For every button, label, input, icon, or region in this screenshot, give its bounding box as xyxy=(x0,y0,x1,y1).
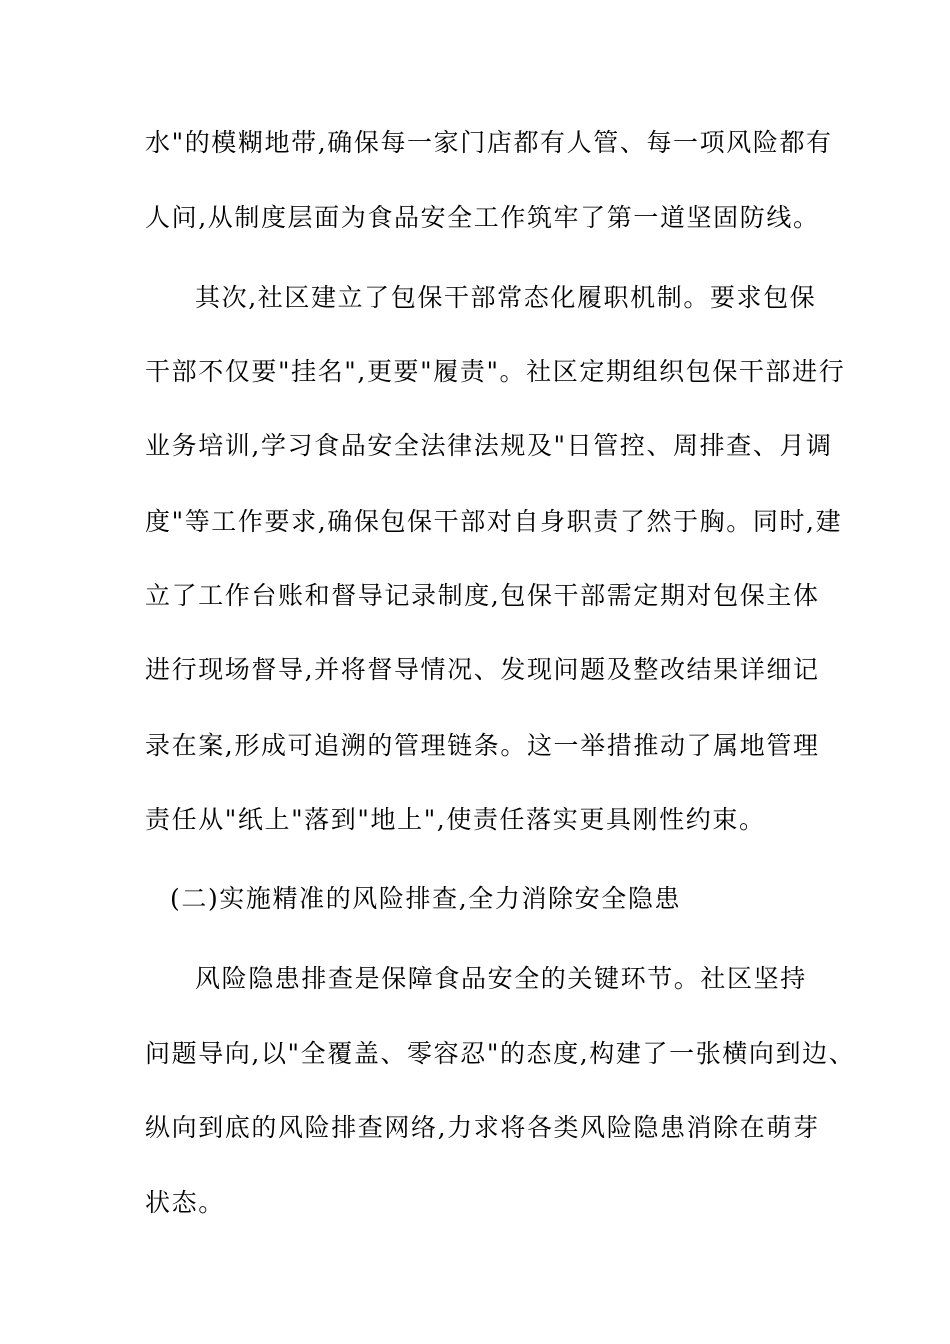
paragraph-1-line-2: 人问,从制度层面为食品安全工作筑牢了第一道坚固防线。 xyxy=(145,203,820,232)
paragraph-3-line-2: 问题导向,以"全覆盖、零容忍"的态度,构建了一张横向到边、 xyxy=(145,1039,856,1068)
paragraph-2-line-2: 干部不仅要"挂名",更要"履责"。社区定期组织包保干部进行 xyxy=(145,357,846,386)
paragraph-1-line-1: 水"的模糊地带,确保每一家门店都有人管、每一项风险都有 xyxy=(145,128,833,157)
paragraph-3-line-4: 状态。 xyxy=(145,1188,225,1217)
paragraph-2-line-5: 立了工作台账和督导记录制度,包保干部需定期对包保主体 xyxy=(145,581,820,610)
paragraph-3-line-1: 风险隐患排查是保障食品安全的关键环节。社区坚持 xyxy=(195,964,807,993)
paragraph-2-line-7: 录在案,形成可追溯的管理链条。这一举措推动了属地管理 xyxy=(145,731,820,760)
paragraph-2-line-4: 度"等工作要求,确保包保干部对自身职责了然于胸。同时,建 xyxy=(145,507,843,536)
paragraph-2-line-6: 进行现场督导,并将督导情况、发现问题及整改结果详细记 xyxy=(145,655,820,684)
paragraph-2-line-8: 责任从"纸上"落到"地上",使责任落实更具刚性约束。 xyxy=(145,805,766,834)
paragraph-2-line-3: 业务培训,学习食品安全法律法规及"日管控、周排查、月调 xyxy=(145,431,833,460)
paragraph-3-line-3: 纵向到底的风险排查网络,力求将各类风险隐患消除在萌芽 xyxy=(145,1113,820,1142)
section-heading: (二)实施精准的风险排查,全力消除安全隐患 xyxy=(170,884,682,913)
paragraph-2-line-1: 其次,社区建立了包保干部常态化履职机制。要求包保 xyxy=(195,283,817,312)
